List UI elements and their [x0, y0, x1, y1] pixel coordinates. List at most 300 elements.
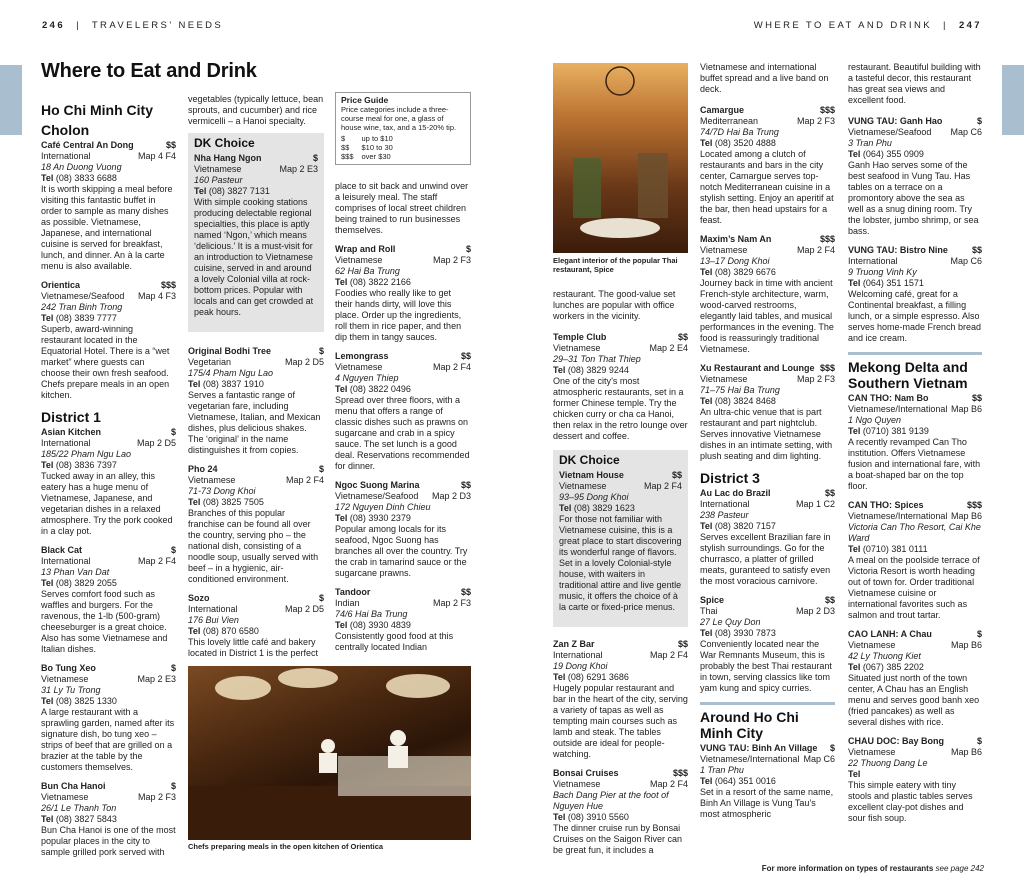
restaurant-name[interactable]: Lemongrass — [335, 351, 389, 361]
cuisine-type: Indian — [335, 598, 360, 608]
map-reference: Map 2 F4 — [643, 481, 682, 491]
tel-number: (08) 3829 1623 — [573, 503, 635, 513]
map-reference: Map 2 F4 — [649, 779, 688, 789]
map-reference: Map 1 C2 — [795, 499, 835, 509]
description: An ultra-chic venue that is part restaurant and part nightclub. Serves innovative Vietnamese dishes in an intimate setting, with plush seating and dim lighting. — [700, 407, 833, 461]
column-4 — [553, 289, 688, 864]
map-reference: Map 4 F4 — [137, 151, 176, 161]
tel-number: (08) 3820 7157 — [714, 521, 776, 531]
restaurant-name[interactable]: CHAU DOC: Bay Bong — [848, 736, 944, 746]
tel-number: (08) 870 6580 — [202, 626, 259, 636]
map-reference: Map C6 — [950, 256, 982, 266]
tel-label: Tel — [700, 138, 713, 148]
left-page-header: 246 | TRAVELERS’ NEEDS — [42, 20, 224, 31]
footer-note — [762, 864, 984, 873]
tel-label: Tel — [700, 267, 713, 277]
tel-label: Tel — [335, 384, 348, 394]
restaurant-name[interactable]: CAO LANH: A Chau — [848, 629, 932, 639]
restaurant-entry — [553, 332, 688, 442]
address: 74/6 Hai Ba Trung — [335, 609, 408, 619]
cuisine-type: International — [188, 604, 238, 614]
tel-label: Tel — [559, 503, 572, 513]
restaurant-name[interactable]: Sozo — [188, 593, 210, 603]
restaurant-name[interactable]: Bun Cha Hanoi — [41, 781, 106, 791]
price-symbol: $$$ — [341, 152, 354, 161]
column-3 — [335, 92, 471, 661]
address: 175/4 Pham Ngu Lao — [188, 368, 274, 378]
cuisine-type: International — [553, 650, 603, 660]
restaurant-name[interactable]: Au Lac do Brazil — [700, 488, 771, 498]
price-rating: $$ — [971, 245, 982, 255]
restaurant-name[interactable]: Ngoc Suong Marina — [335, 480, 420, 490]
restaurant-entry — [848, 629, 982, 728]
description: It is worth skipping a meal before visiting this fantastic buffet in order to sample as many dishes as possible. Vietnamese, Japanese, and international cuisine is served for breakfast, lunch, and dinner. An à la carte menu is also available. — [41, 184, 173, 271]
continuation-text: place to sit back and unwind over a leisurely meal. The staff comprises of local street children being trained to run businesses themselves. — [335, 181, 469, 235]
cuisine-type: Vietnamese — [848, 747, 896, 757]
map-reference: Map 2 D3 — [795, 606, 835, 616]
photo-caption-orientica: Chefs preparing meals in the open kitchen of Orientica — [188, 842, 384, 851]
tel-number: (08) 3930 2379 — [349, 513, 411, 523]
address: 42 Ly Thuong Kiet — [848, 651, 921, 661]
address: 242 Tran Binh Trong — [41, 302, 123, 312]
section-heading-cholon: Cholon — [41, 122, 90, 138]
cuisine-type: Vietnamese — [848, 640, 896, 650]
telephone — [848, 769, 982, 780]
right-page-number: 247 — [958, 20, 982, 31]
cuisine-type: Mediterranean — [700, 116, 759, 126]
description: Welcoming café, great for a Continental breakfast, a filling lunch, or a simple espresso. Also serves home-made French bread and ice cream. — [848, 289, 982, 343]
restaurant-name[interactable]: Café Central An Dong — [41, 140, 134, 150]
restaurant-name[interactable]: Asian Kitchen — [41, 427, 102, 437]
telephone — [41, 173, 176, 184]
address: 31 Ly Tu Trong — [41, 685, 101, 695]
restaurant-name[interactable]: VUNG TAU: Bistro Nine — [848, 245, 948, 255]
description: Popular among locals for its seafood, Ngoc Suong has branches all over the country. Try the crab in tamarind sauce or the sugarcane prawns. — [335, 524, 468, 578]
map-reference: Map 2 D5 — [136, 438, 176, 448]
price-rating: $$ — [971, 393, 982, 403]
price-rating: $$ — [460, 587, 471, 597]
restaurant-name[interactable]: CAN THO: Spices — [848, 500, 924, 510]
map-reference: Map 2 F3 — [432, 255, 471, 265]
tel-number: (08) 3839 7777 — [55, 313, 117, 323]
section-divider — [700, 702, 835, 705]
map-reference: Map B6 — [950, 747, 982, 757]
price-guide-title: Price Guide — [341, 95, 389, 105]
restaurant-entry — [41, 663, 176, 773]
restaurant-name[interactable]: Bonsai Cruises — [553, 768, 619, 778]
tel-label: Tel — [41, 460, 54, 470]
telephone — [848, 278, 982, 289]
cuisine-type: Vietnamese — [194, 164, 242, 174]
cuisine-type: Vietnamese/Seafood — [848, 127, 932, 137]
price-rating: $ — [318, 346, 324, 356]
section-heading-district-3: District 3 — [700, 470, 760, 486]
restaurant-entry — [41, 140, 176, 272]
tel-number: (08) 3837 1910 — [202, 379, 264, 389]
description: Branches of this popular franchise can be found all over the country, serving pho – the national dish, consisting of a noodle soup, usually served with beef – in a hygienic, air-conditioned environment. — [188, 508, 319, 584]
map-reference: Map 2 E3 — [279, 164, 318, 174]
tel-number: (08) 6291 3686 — [567, 672, 629, 682]
footer-text: For more information on types of restaurants — [761, 864, 934, 873]
map-reference: Map 4 F3 — [137, 291, 176, 301]
tel-label: Tel — [188, 626, 201, 636]
price-rating: $$$ — [966, 500, 982, 510]
description: Serves comfort food such as waffles and burgers. For the ravenous, the 1-lb (500-gram) cheeseburger is a great choice. Also has some Vietnamese and Italian dishes. — [41, 589, 168, 654]
tel-number: (08) 3836 7397 — [55, 460, 117, 470]
map-reference: Map 2 F3 — [137, 792, 176, 802]
price-rating: $ — [170, 545, 176, 555]
section-heading-mekong: Mekong Delta and Southern Vietnam — [848, 359, 968, 391]
dk-choice-title-2: DK Choice — [559, 453, 620, 467]
restaurant-name[interactable]: Camargue — [700, 105, 745, 115]
restaurant-name[interactable]: Temple Club — [553, 332, 607, 342]
price-rating: $$ — [165, 140, 176, 150]
tel-label: Tel — [848, 278, 861, 288]
description: Superb, award-winning restaurant located in the Equatorial Hotel. There is a “wet market” where guests can choose their own fresh seafood. Chefs prepare meals in an open kitchen. — [41, 324, 170, 400]
dk-choice-title: DK Choice — [194, 136, 255, 150]
address: 74/7D Hai Ba Trung — [700, 127, 779, 137]
tel-label: Tel — [848, 769, 861, 779]
restaurant-entry — [41, 427, 176, 537]
restaurant-entry — [553, 639, 688, 760]
tel-label: Tel — [700, 628, 713, 638]
section-heading-district-1: District 1 — [41, 409, 101, 425]
price-symbol: $ — [341, 134, 346, 143]
tel-label: Tel — [41, 814, 54, 824]
restaurant-entry — [848, 500, 982, 621]
dk-choice-box-2 — [553, 450, 688, 627]
restaurant-entry — [848, 245, 982, 344]
tel-number: (08) 3829 2055 — [55, 578, 117, 588]
telephone — [559, 503, 682, 514]
description: This simple eatery with tiny stools and plastic tables serves excellent clay-pot dishes and sour fish soup. — [848, 780, 973, 823]
tel-number: (0710) 381 9139 — [862, 426, 929, 436]
description: A large restaurant with a sprawling garden, named after its signature dish, bo tung xeo – strips of beef that are grilled on a brazier at the table by the customers themselves. — [41, 707, 175, 772]
address: 1 Ngo Quyen — [848, 415, 902, 425]
restaurant-name[interactable]: Original Bodhi Tree — [188, 346, 272, 356]
restaurant-name[interactable]: Orientica — [41, 280, 81, 290]
price-rating: $ — [976, 116, 982, 126]
tel-number: (08) 3520 4888 — [714, 138, 776, 148]
address: 62 Hai Ba Trung — [335, 266, 400, 276]
column-6 — [848, 62, 982, 832]
tel-label: Tel — [700, 396, 713, 406]
cuisine-type: International — [41, 438, 91, 448]
price-rating: $ — [829, 743, 835, 753]
telephone — [700, 776, 835, 787]
cuisine-type: International — [848, 256, 898, 266]
telephone — [335, 277, 471, 288]
restaurant-name[interactable]: Maxim’s Nam An — [700, 234, 772, 244]
right-thumb-tab — [1002, 65, 1024, 135]
cuisine-type: Vietnamese/International — [848, 511, 948, 521]
description: Consistently good food at this centrally located Indian — [335, 631, 454, 652]
cuisine-type: Vietnamese — [41, 792, 89, 802]
tel-label: Tel — [700, 521, 713, 531]
price-rating: $$ — [824, 488, 835, 498]
address: 9 Truong Vinh Ky — [848, 267, 917, 277]
tel-label: Tel — [194, 186, 207, 196]
telephone — [194, 186, 318, 197]
price-guide-row — [341, 152, 401, 161]
orientica-kitchen-photo — [188, 666, 471, 840]
address: 4 Nguyen Thiep — [335, 373, 399, 383]
cuisine-type: International — [700, 499, 750, 509]
map-reference: Map 2 F4 — [649, 650, 688, 660]
price-guide-row — [341, 134, 401, 143]
price-rating: $$$ — [672, 768, 688, 778]
price-rating: $$$ — [160, 280, 176, 290]
column-2 — [188, 94, 324, 667]
restaurant-name[interactable]: Black Cat — [41, 545, 83, 555]
telephone — [553, 812, 688, 823]
map-reference: Map C6 — [950, 127, 982, 137]
restaurant-name[interactable]: Wrap and Roll — [335, 244, 396, 254]
tel-label: Tel — [335, 277, 348, 287]
telephone — [41, 814, 176, 825]
telephone — [553, 365, 688, 376]
tel-number: (08) 3930 7873 — [714, 628, 776, 638]
map-reference: Map 2 E4 — [649, 343, 688, 353]
continuation-text: vegetables (typically lettuce, bean sprouts, and cucumber) and rice vermicelli – a Hanoi specialty. — [188, 94, 324, 126]
price-range: $10 to 30 — [361, 143, 393, 152]
cuisine-type: Vietnamese/International — [700, 754, 800, 764]
restaurant-name[interactable]: Zan Z Bar — [553, 639, 595, 649]
telephone — [700, 396, 835, 407]
map-reference: Map 2 E3 — [137, 674, 176, 684]
cuisine-type: Vietnamese — [553, 343, 601, 353]
price-rating: $$ — [671, 470, 682, 480]
telephone — [41, 460, 176, 471]
tel-number: (08) 3825 7505 — [202, 497, 264, 507]
description: Located among a clutch of restaurants and bars in the city center, Camargue serves top-notch Mediterranean cuisine in a stylish setting. Enjoy an aperitif at the bar, then head upstairs for a feast. — [700, 149, 834, 225]
restaurant-entry — [848, 116, 982, 237]
price-rating: $$$ — [819, 105, 835, 115]
price-range: up to $10 — [361, 134, 393, 143]
restaurant-name[interactable]: Nha Hang Ngon — [194, 153, 262, 163]
cuisine-type: Thai — [700, 606, 718, 616]
telephone — [848, 149, 982, 160]
restaurant-entry — [41, 545, 176, 655]
telephone — [553, 672, 688, 683]
section-divider — [848, 352, 982, 355]
telephone — [41, 578, 176, 589]
description: Ganh Hao serves some of the best seafood in Vung Tau. Has tables on a terrace on a promontory above the sea as well as a snug dining room. Try the lobster, jumbo shrimp, or sea bass. — [848, 160, 979, 236]
restaurant-name[interactable]: Spice — [700, 595, 725, 605]
description: With simple cooking stations producing delectable regional specialties, this place is aptly named ‘Ngon,’ which means ‘delicious.’ It is a must-visit for an introduction to Vietnamese cuisine, served in and around a lovely Colonial villa at rock-bottom prices. Popular with locals and can get crowded at peak hours. — [194, 197, 314, 317]
continuation-text: restaurant. The good-value set lunches are popular with office workers in the vicinity. — [553, 289, 676, 321]
restaurant-entry — [188, 593, 324, 659]
description: Bun Cha Hanoi is one of the most popular places in the city to sample grilled pork served with — [41, 825, 176, 857]
description: The dinner cruise run by Bonsai Cruises on the Saigon River can be great fun, it includes a — [553, 823, 683, 855]
price-rating: $ — [976, 629, 982, 639]
column-5 — [700, 62, 835, 828]
cuisine-type: Vietnamese — [41, 674, 89, 684]
description: Conveniently located near the War Remnants Museum, this is probably the best Thai restaurant in town, serving classics like tom yam kung and spicy curries. — [700, 639, 832, 693]
address: 238 Pasteur — [700, 510, 749, 520]
telephone — [848, 662, 982, 673]
restaurant-name[interactable]: Tandoor — [335, 587, 371, 597]
price-rating: $ — [318, 593, 324, 603]
telephone — [848, 544, 982, 555]
restaurant-entry — [848, 736, 982, 824]
tel-label: Tel — [848, 426, 861, 436]
description: Spread over three floors, with a menu that offers a range of classic dishes such as prawns on sugarcane and crab in a spicy sauce. The set lunch is a good deal. Reservations recommended for dinner. — [335, 395, 470, 471]
tel-label: Tel — [41, 173, 54, 183]
cuisine-type: International — [41, 556, 91, 566]
map-reference: Map B6 — [950, 511, 982, 521]
tel-number: (08) 3822 0496 — [349, 384, 411, 394]
map-reference: Map 2 F3 — [432, 598, 471, 608]
left-page-number: 246 — [42, 20, 66, 31]
cuisine-type: Vietnamese/International — [848, 404, 948, 414]
address: 172 Nguyen Dinh Chieu — [335, 502, 431, 512]
tel-label: Tel — [553, 365, 566, 375]
restaurant-entry — [335, 351, 471, 472]
description: For those not familiar with Vietnamese cuisine, this is a great place to start discovering its wonderful range of flavors. Set in a lovely Colonial-style house, with waiters in traditional attire and live gentle music, it offers the choice of à la carte or fixed-price menus. — [559, 514, 682, 612]
telephone — [188, 626, 324, 637]
address: 26/1 Le Thanh Ton — [41, 803, 117, 813]
restaurant-entry — [700, 743, 835, 820]
description: This lovely little café and bakery located in District 1 is the perfect — [188, 637, 319, 658]
price-rating: $$$ — [819, 363, 835, 373]
map-reference: Map 2 D5 — [284, 357, 324, 367]
footer-see-link[interactable]: see page 242 — [935, 864, 984, 873]
telephone — [700, 138, 835, 149]
description: A meal on the poolside terrace of Victoria Resort is worth heading out of town for. Order traditional Vietnamese cuisine or international favorites such as salmon and trout tartar. — [848, 555, 980, 620]
address: 1 Tran Phu — [700, 765, 744, 775]
map-reference: Map 2 F3 — [796, 116, 835, 126]
cuisine-type: Vietnamese — [700, 245, 748, 255]
price-rating: $ — [170, 427, 176, 437]
tel-number: (08) 3822 2166 — [349, 277, 411, 287]
price-rating: $$ — [677, 332, 688, 342]
price-rating: $$ — [677, 639, 688, 649]
right-page-header: WHERE TO EAT AND DRINK | 247 — [753, 20, 982, 31]
address: 27 Le Quy Don — [700, 617, 761, 627]
price-guide-text: Price categories include a three-course meal for one, a glass of house wine, tax, and a 15-20% tip. — [341, 105, 457, 132]
tel-label: Tel — [188, 497, 201, 507]
map-reference: Map 2 F4 — [796, 245, 835, 255]
restaurant-entry — [335, 244, 471, 343]
price-rating: $$$ — [819, 234, 835, 244]
description: Serves a fantastic range of vegetarian fare, including Vietnamese, Italian, and Mexican dishes, plus delicious shakes. The ‘original’ in the name distinguishes it from copies. — [188, 390, 321, 455]
address: 13 Phan Van Dat — [41, 567, 110, 577]
restaurant-entry — [700, 488, 835, 587]
tel-number: (08) 3825 1330 — [55, 696, 117, 706]
restaurant-entry — [700, 234, 835, 355]
restaurant-name[interactable]: VUNG TAU: Ganh Hao — [848, 116, 943, 126]
price-guide-box — [335, 92, 471, 165]
address: 13–17 Dong Khoi — [700, 256, 770, 266]
address: Victoria Can Tho Resort, Cai Khe Ward — [848, 522, 981, 543]
price-rating: $$ — [460, 480, 471, 490]
cuisine-type: International — [41, 151, 91, 161]
column-1 — [41, 100, 176, 866]
price-rating: $$ — [824, 595, 835, 605]
restaurant-entry — [848, 393, 982, 492]
cuisine-type: Vietnamese — [335, 255, 383, 265]
tel-label: Tel — [335, 513, 348, 523]
price-rating: $ — [976, 736, 982, 746]
address: 160 Pasteur — [194, 175, 243, 185]
restaurant-entry — [188, 464, 324, 585]
tel-number: (064) 351 0016 — [714, 776, 776, 786]
restaurant-entry — [335, 480, 471, 579]
price-rating: $ — [170, 663, 176, 673]
telephone — [700, 267, 835, 278]
cuisine-type: Vietnamese — [553, 779, 601, 789]
restaurant-name[interactable]: CAN THO: Nam Bo — [848, 393, 929, 403]
price-rating: $ — [312, 153, 318, 163]
tel-number: (064) 351 1571 — [862, 278, 924, 288]
restaurant-entry — [700, 105, 835, 226]
restaurant-entry — [41, 781, 176, 858]
telephone — [188, 379, 324, 390]
tel-number: (08) 3829 9244 — [567, 365, 629, 375]
right-header-title: WHERE TO EAT AND DRINK — [753, 20, 932, 31]
tel-number: (08) 3833 6688 — [55, 173, 117, 183]
restaurant-entry — [700, 363, 835, 462]
price-symbol: $$ — [341, 143, 350, 152]
tel-label: Tel — [41, 578, 54, 588]
map-reference: Map 2 F4 — [432, 362, 471, 372]
tel-label: Tel — [848, 149, 861, 159]
tel-label: Tel — [41, 696, 54, 706]
tel-label: Tel — [41, 313, 54, 323]
price-rating: $ — [465, 244, 471, 254]
restaurant-name[interactable]: Bo Tung Xeo — [41, 663, 96, 673]
telephone — [41, 313, 176, 324]
map-reference: Map B6 — [950, 640, 982, 650]
address: 71–75 Hai Ba Trung — [700, 385, 780, 395]
spice-interior-photo — [553, 63, 688, 253]
price-rating: $$ — [460, 351, 471, 361]
cuisine-type: Vietnamese/Seafood — [335, 491, 419, 501]
address: Bach Dang Pier at the foot of Nguyen Hue — [553, 790, 669, 811]
address: 71-73 Dong Khoi — [188, 486, 256, 496]
photo-caption-spice: Elegant interior of the popular Thai restaurant, Spice — [553, 256, 678, 274]
cuisine-type: Vegetarian — [188, 357, 232, 367]
dk-choice-entry — [194, 153, 318, 318]
restaurant-name[interactable]: Xu Restaurant and Lounge — [700, 363, 815, 373]
restaurant-entry — [700, 595, 835, 694]
tel-label: Tel — [188, 379, 201, 389]
tel-number: (08) 3827 7131 — [208, 186, 270, 196]
restaurant-name[interactable]: Pho 24 — [188, 464, 218, 474]
description: Hugely popular restaurant and bar in the heart of the city, serving a variety of tapas as well as tempting main courses such as lamb and steak. The tables outside are ideal for people-watching. — [553, 683, 688, 759]
continuation-text: restaurant. Beautiful building with a tasteful decor, this restaurant has great sea views and excellent food. — [848, 62, 981, 105]
tel-label: Tel — [553, 672, 566, 682]
restaurant-name[interactable]: Vietnam House — [559, 470, 624, 480]
price-rating: $ — [170, 781, 176, 791]
telephone — [41, 696, 176, 707]
address: 18 An Duong Vuong — [41, 162, 122, 172]
telephone — [335, 384, 471, 395]
tel-number: (08) 3930 4839 — [349, 620, 411, 630]
tel-label: Tel — [700, 776, 713, 786]
dk-choice-box — [188, 133, 324, 332]
section-heading-around-hcmc: Around Ho Chi Minh City — [700, 709, 799, 741]
map-reference: Map 2 D5 — [284, 604, 324, 614]
price-rating: $ — [318, 464, 324, 474]
telephone — [188, 497, 324, 508]
restaurant-name[interactable]: VUNG TAU: Binh An Village — [700, 743, 818, 753]
tel-label: Tel — [335, 620, 348, 630]
map-reference: Map C6 — [803, 754, 835, 764]
map-reference: Map B6 — [950, 404, 982, 414]
address: 176 Bui Vien — [188, 615, 239, 625]
